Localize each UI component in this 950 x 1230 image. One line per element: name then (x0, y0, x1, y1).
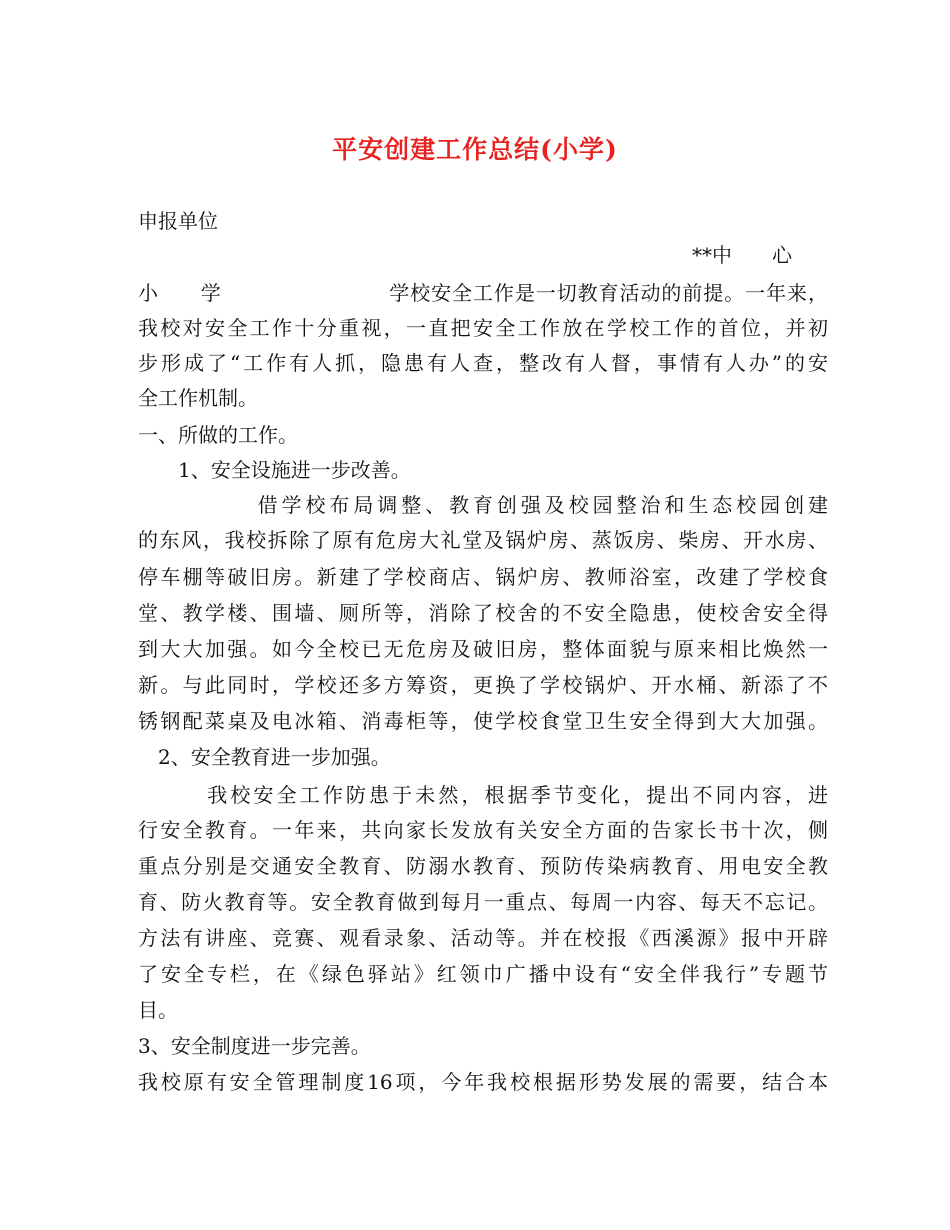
body-line: 方法有讲座、竞赛、观看录象、活动等。并在校报《西溪源》报中开辟 (138, 926, 828, 950)
body-line: 的东风，我校拆除了原有危房大礼堂及锅炉房、蒸饭房、柴房、开水房、 (138, 528, 828, 552)
body-line: 我校对安全工作十分重视，一直把安全工作放在学校工作的首位，并初 (138, 316, 828, 340)
section-heading: 一、所做的工作。 (138, 423, 298, 447)
body-line: 锈钢配菜桌及电冰箱、消毒柜等，使学校食堂卫生安全得到大大加强。 (138, 709, 828, 733)
body-line: 小 学 学校安全工作是一切教育活动的前提。一年来， (138, 281, 828, 305)
school-name-part-1: **中 心 (692, 243, 792, 267)
body-line: 行安全教育。一年来，共向家长发放有关安全方面的告家长书十次，侧 (138, 818, 828, 842)
body-line: 育、防火教育等。安全教育做到每月一重点、每周一内容、每天不忘记。 (138, 890, 828, 914)
body-line: 借学校布局调整、教育创强及校园整治和生态校园创建 (138, 493, 828, 517)
body-line: 步形成了“工作有人抓，隐患有人查，整改有人督，事情有人办”的安 (138, 351, 828, 375)
applicant-unit-label: 申报单位 (138, 209, 218, 233)
body-line: 新。与此同时，学校还多方筹资，更换了学校锅炉、开水桶、新添了不 (138, 673, 828, 697)
body-line: 到大大加强。如今全校已无危房及破旧房，整体面貌与原来相比焕然一 (138, 637, 828, 661)
body-line: 我校原有安全管理制度16项，今年我校根据形势发展的需要，结合本 (138, 1070, 828, 1094)
body-line: 重点分别是交通安全教育、防溺水教育、预防传染病教育、用电安全教 (138, 854, 828, 878)
body-line: 堂、教学楼、围墙、厕所等，消除了校舍的不安全隐患，使校舍安全得 (138, 601, 828, 625)
body-line: 我校安全工作防患于未然，根据季节变化，提出不同内容，进 (138, 783, 828, 807)
document-title: 平安创建工作总结(小学) (332, 135, 618, 164)
subsection-heading: 1、安全设施进一步改善。 (138, 458, 411, 482)
subsection-heading: 3、安全制度进一步完善。 (138, 1034, 371, 1058)
body-line: 目。 (138, 998, 178, 1022)
subsection-heading: 2、安全教育进一步加强。 (138, 745, 391, 769)
body-line: 全工作机制。 (138, 386, 258, 410)
body-line: 停车棚等破旧房。新建了学校商店、锅炉房、教师浴室，改建了学校食 (138, 565, 828, 589)
body-line: 了安全专栏，在《绿色驿站》红领巾广播中设有“安全伴我行”专题节 (138, 962, 828, 986)
